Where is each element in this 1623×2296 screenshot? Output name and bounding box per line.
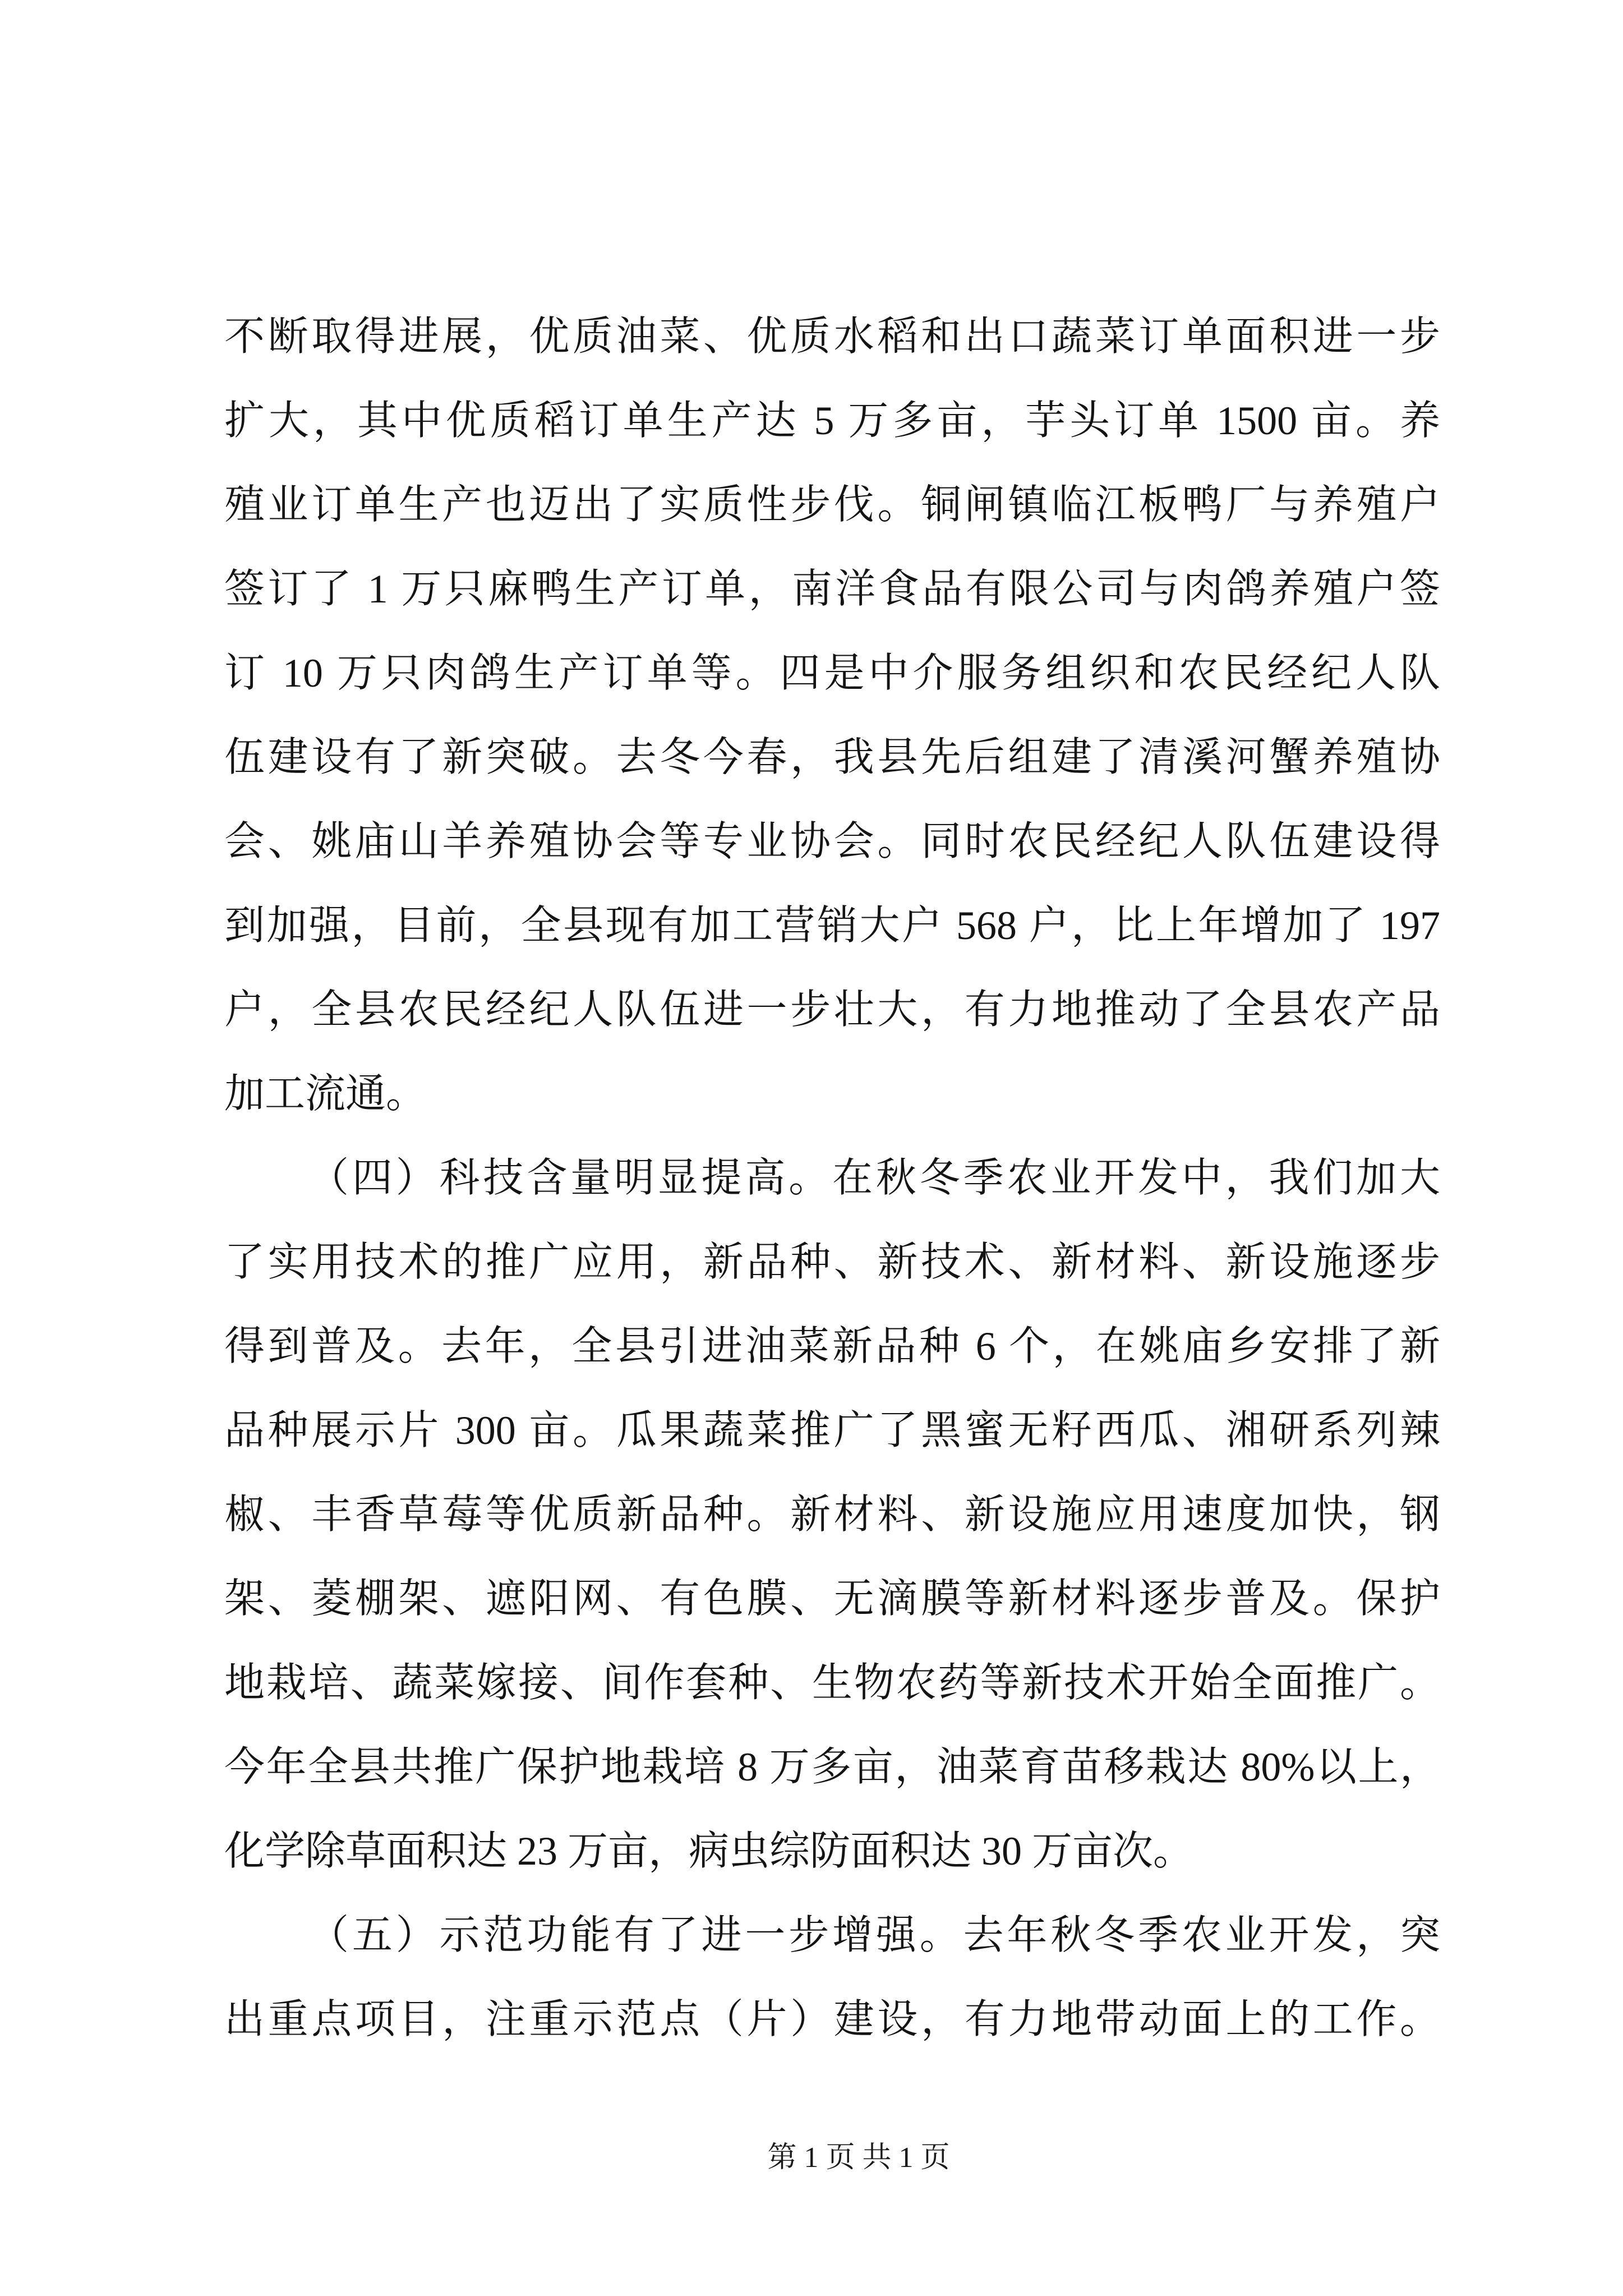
body-line: 会、姚庙山羊养殖协会等专业协会。同时农民经纪人队伍建设得 bbox=[224, 819, 1440, 864]
body-line: 户，全县农民经纪人队伍进一步壮大，有力地推动了全县农产品 bbox=[224, 987, 1440, 1032]
page-footer: 第 1 页 共 1 页 bbox=[767, 2142, 950, 2174]
body-line: 今年全县共推广保护地栽培 8 万多亩，油菜育苗移栽达 80%以上， bbox=[224, 1745, 1440, 1789]
body-line: 伍建设有了新突破。去冬今春，我县先后组建了清溪河蟹养殖协 bbox=[224, 735, 1440, 780]
body-line: 到加强，目前，全县现有加工营销大户 568 户，比上年增加了 197 bbox=[224, 903, 1440, 948]
paragraph-section-4 bbox=[224, 1136, 1440, 1893]
body-line: 了实用技术的推广应用，新品种、新技术、新材料、新设施逐步 bbox=[224, 1240, 1440, 1285]
document-body bbox=[224, 295, 1440, 2062]
body-line: 架、菱棚架、遮阳网、有色膜、无滴膜等新材料逐步普及。保护 bbox=[224, 1576, 1440, 1621]
body-line: 椒、丰香草莓等优质新品种。新材料、新设施应用速度加快，钢 bbox=[224, 1492, 1440, 1537]
body-line: 签订了 1 万只麻鸭生产订单，南洋食品有限公司与肉鸽养殖户签 bbox=[224, 567, 1440, 611]
body-line: 品种展示片 300 亩。瓜果蔬菜推广了黑蜜无籽西瓜、湘研系列辣 bbox=[224, 1408, 1440, 1453]
body-line: 不断取得进展，优质油菜、优质水稻和出口蔬菜订单面积进一步 bbox=[224, 314, 1440, 359]
paragraph-section-5 bbox=[224, 1893, 1440, 2062]
body-line: 得到普及。去年，全县引进油菜新品种 6 个，在姚庙乡安排了新 bbox=[224, 1324, 1440, 1369]
section-heading-line: （五）示范功能有了进一步增强。去年秋冬季农业开发，突 bbox=[308, 1913, 1440, 1958]
body-line: 加工流通。 bbox=[224, 1071, 427, 1116]
body-line: 地栽培、蔬菜嫁接、间作套种、生物农药等新技术开始全面推广。 bbox=[224, 1660, 1440, 1705]
section-heading-line: （四）科技含量明显提高。在秋冬季农业开发中，我们加大 bbox=[308, 1156, 1440, 1200]
body-line: 扩大，其中优质稻订单生产达 5 万多亩，芋头订单 1500 亩。养 bbox=[224, 398, 1440, 443]
paragraph-continued bbox=[224, 295, 1440, 1136]
body-line: 殖业订单生产也迈出了实质性步伐。铜闸镇临江板鸭厂与养殖户 bbox=[224, 482, 1440, 527]
body-line: 化学除草面积达 23 万亩，病虫综防面积达 30 万亩次。 bbox=[224, 1829, 1194, 1874]
body-line: 订 10 万只肉鸽生产订单等。四是中介服务组织和农民经纪人队 bbox=[224, 651, 1440, 696]
body-line: 出重点项目，注重示范点（片）建设，有力地带动面上的工作。 bbox=[224, 1997, 1440, 2042]
